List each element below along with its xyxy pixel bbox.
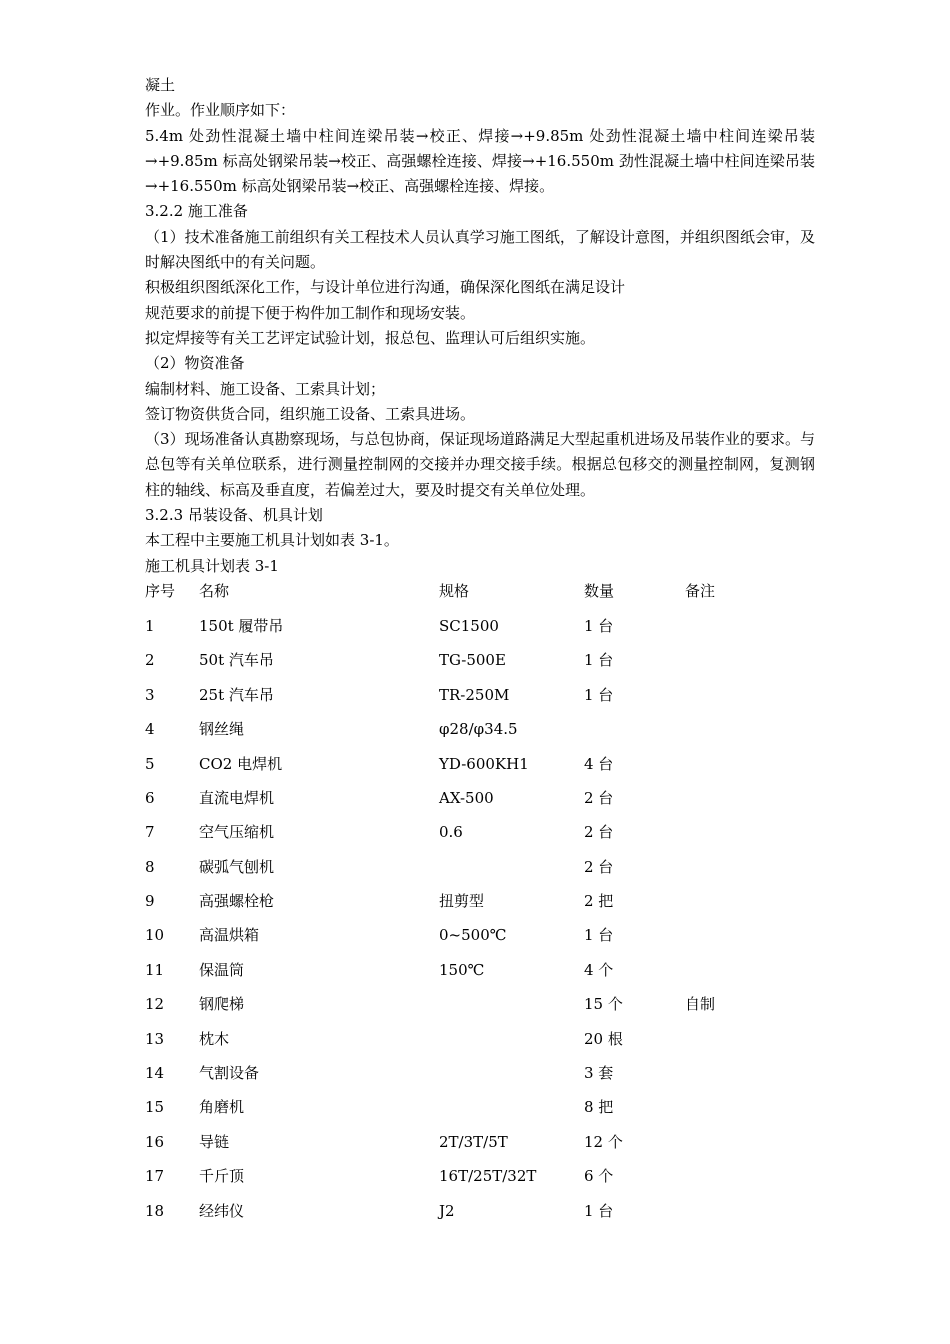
cell-spec: YD-600KH1 <box>439 754 529 773</box>
cell-qty: 2 把 <box>584 892 614 911</box>
cell-spec: 2T/3T/5T <box>439 1132 508 1151</box>
cell-qty: 1 台 <box>584 651 614 670</box>
cell-name: 保温筒 <box>199 960 245 979</box>
cell-spec: J2 <box>439 1201 455 1220</box>
table-row <box>145 923 815 957</box>
table-header-row <box>145 579 815 614</box>
text-line: 拟定焊接等有关工艺评定试验计划，报总包、监理认可后组织实施。 <box>145 328 596 347</box>
cell-no: 6 <box>145 788 155 807</box>
cell-name: 直流电焊机 <box>199 788 275 807</box>
cell-no: 8 <box>145 857 155 876</box>
cell-no: 17 <box>145 1167 165 1186</box>
cell-no: 4 <box>145 720 155 739</box>
cell-spec: 0.6 <box>439 823 463 842</box>
table-row <box>145 614 815 648</box>
document-page <box>145 73 815 1233</box>
text-line: 本工程中主要施工机具计划如表 3-1。 <box>145 531 399 550</box>
cell-spec: SC1500 <box>439 616 499 635</box>
section-heading: 3.2.2 施工准备 <box>145 202 248 221</box>
cell-qty: 1 台 <box>584 616 614 635</box>
cell-qty: 12 个 <box>584 1132 623 1151</box>
cell-qty: 2 台 <box>584 857 614 876</box>
header-note: 备注 <box>685 581 716 600</box>
header-qty: 数量 <box>584 581 615 600</box>
cell-qty: 8 把 <box>584 1098 614 1117</box>
cell-no: 16 <box>145 1132 165 1151</box>
cell-no: 13 <box>145 1029 165 1048</box>
paragraph-tech-prep: （1）技术准备施工前组织有关工程技术人员认真学习施工图纸，了解设计意图，并组织图纸会审，及时解决图纸中的有关问题。 <box>145 227 815 272</box>
cell-qty: 2 台 <box>584 788 614 807</box>
cell-no: 9 <box>145 892 155 911</box>
cell-no: 3 <box>145 685 155 704</box>
cell-qty: 1 台 <box>584 1201 614 1220</box>
table-row <box>145 1130 815 1164</box>
table-row <box>145 958 815 992</box>
cell-spec: TR-250M <box>439 685 510 704</box>
cell-qty: 20 根 <box>584 1029 623 1048</box>
cell-qty: 4 台 <box>584 754 614 773</box>
paragraph-sequence: 5.4m 处劲性混凝土墙中柱间连梁吊装→校正、焊接→+9.85m 处劲性混凝土墙中柱间连梁吊装→+9.85m 标高处钢梁吊装→校正、高强螺栓连接、焊接→+16.550m 劲性混凝土墙中柱间连梁吊装→+16.550m 标高处钢梁吊装→校正、高强螺栓连接、焊接。 <box>145 126 815 196</box>
table-row <box>145 1164 815 1198</box>
cell-no: 15 <box>145 1098 165 1117</box>
cell-name: 高强螺栓枪 <box>199 892 275 911</box>
cell-no: 2 <box>145 651 155 670</box>
text-line: 编制材料、施工设备、工索具计划； <box>145 379 386 398</box>
cell-qty: 15 个 <box>584 995 623 1014</box>
cell-qty: 2 台 <box>584 823 614 842</box>
text-line: 作业。作业顺序如下： <box>145 101 296 120</box>
cell-spec: 扭剪型 <box>439 892 485 911</box>
text-line: 规范要求的前提下便于构件加工制作和现场安装。 <box>145 303 476 322</box>
cell-name: 角磨机 <box>199 1098 245 1117</box>
cell-no: 18 <box>145 1201 165 1220</box>
cell-spec: TG-500E <box>439 651 506 670</box>
cell-name: 气割设备 <box>199 1064 260 1083</box>
cell-name: 钢爬梯 <box>199 995 245 1014</box>
cell-qty: 6 个 <box>584 1167 614 1186</box>
cell-name: 25t 汽车吊 <box>199 685 274 704</box>
paragraph-site-prep: （3）现场准备认真勘察现场，与总包协商，保证现场道路满足大型起重机进场及吊装作业的要求。与总包等有关单位联系，进行测量控制网的交接并办理交接手续。根据总包移交的测量控制网，复测钢柱的轴线、标高及垂直度，若偏差过大，要及时提交有关单位处理。 <box>145 430 815 499</box>
table-row <box>145 1095 815 1129</box>
header-name: 名称 <box>199 581 230 600</box>
text-line: 凝土 <box>145 76 176 94</box>
section-heading: 3.2.3 吊装设备、机具计划 <box>145 506 323 525</box>
cell-no: 11 <box>145 960 165 979</box>
cell-no: 10 <box>145 926 165 945</box>
text-line: 签订物资供货合同，组织施工设备、工索具进场。 <box>145 404 476 423</box>
table-row <box>145 992 815 1026</box>
equipment-table <box>145 579 815 1233</box>
cell-name: 空气压缩机 <box>199 823 275 842</box>
cell-qty: 1 台 <box>584 926 614 945</box>
cell-name: 千斤顶 <box>199 1167 245 1186</box>
cell-name: 导链 <box>199 1132 230 1151</box>
table-row <box>145 786 815 820</box>
header-no: 序号 <box>145 581 176 600</box>
table-row <box>145 1199 815 1233</box>
cell-no: 12 <box>145 995 165 1014</box>
text-line: 积极组织图纸深化工作，与设计单位进行沟通，确保深化图纸在满足设计 <box>145 278 626 297</box>
cell-no: 5 <box>145 754 155 773</box>
cell-name: 50t 汽车吊 <box>199 651 274 670</box>
cell-name: 高温烘箱 <box>199 926 260 945</box>
table-row <box>145 683 815 717</box>
table-row <box>145 1027 815 1061</box>
cell-name: 钢丝绳 <box>199 720 245 739</box>
cell-no: 1 <box>145 616 155 635</box>
table-body <box>145 614 815 1233</box>
table-row <box>145 1061 815 1095</box>
table-row <box>145 889 815 923</box>
table-row <box>145 648 815 682</box>
cell-spec: 16T/25T/32T <box>439 1167 537 1186</box>
cell-spec: 150℃ <box>439 960 485 979</box>
cell-name: CO2 电焊机 <box>199 754 283 773</box>
cell-qty: 4 个 <box>584 960 614 979</box>
table-row <box>145 717 815 751</box>
cell-qty: 1 台 <box>584 685 614 704</box>
cell-name: 经纬仪 <box>199 1201 245 1220</box>
subsection-heading: （2）物资准备 <box>145 354 245 373</box>
cell-no: 14 <box>145 1064 165 1083</box>
table-row <box>145 855 815 889</box>
cell-name: 碳弧气刨机 <box>199 857 275 876</box>
table-row <box>145 820 815 854</box>
cell-note: 自制 <box>685 995 716 1014</box>
cell-name: 150t 履带吊 <box>199 616 284 635</box>
cell-spec: AX-500 <box>439 788 494 807</box>
table-title: 施工机具计划表 3-1 <box>145 556 279 575</box>
cell-spec: 0~500℃ <box>439 926 507 945</box>
cell-name: 枕木 <box>199 1029 230 1048</box>
cell-qty: 3 套 <box>584 1064 614 1083</box>
cell-spec: φ28/φ34.5 <box>439 720 518 739</box>
table-row <box>145 752 815 786</box>
header-spec: 规格 <box>439 581 470 600</box>
cell-no: 7 <box>145 823 155 842</box>
